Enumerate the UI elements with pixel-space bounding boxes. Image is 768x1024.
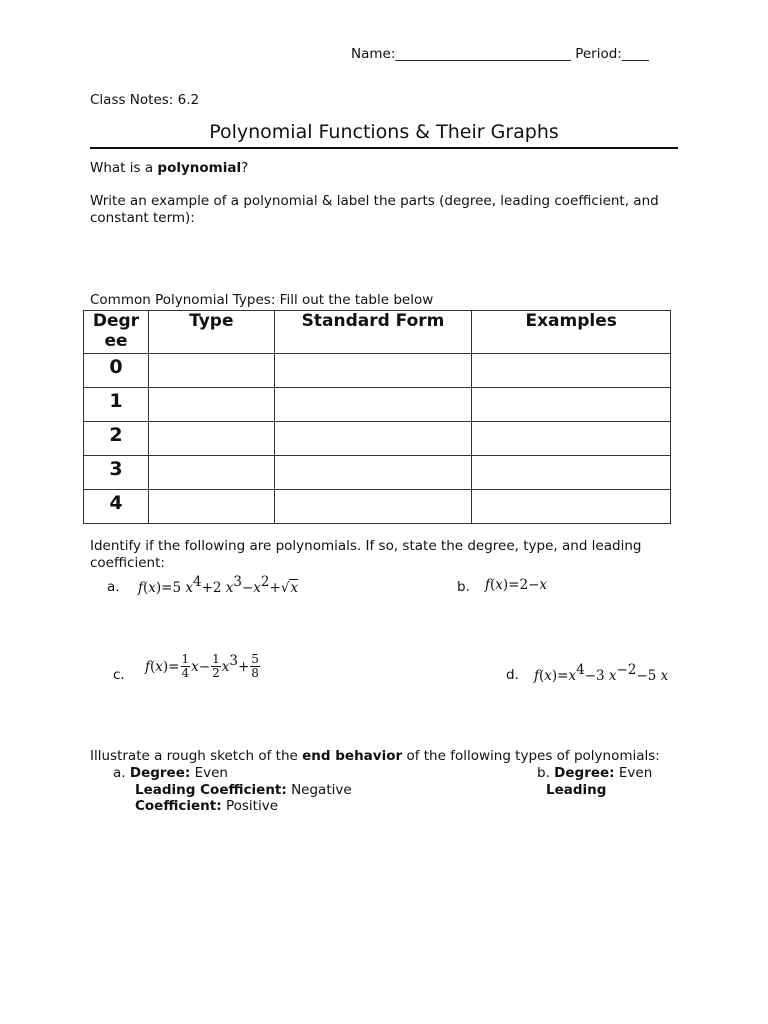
question-bold: polynomial <box>157 160 242 176</box>
question-example <box>90 193 659 227</box>
problem-d-label: d. <box>506 667 519 683</box>
identify-line2: coefficient: <box>90 555 165 571</box>
identify-instructions <box>90 538 641 572</box>
degree-cell: 1 <box>84 388 149 422</box>
degree-cell: 0 <box>84 354 149 388</box>
question-example-line2: constant term): <box>90 210 195 226</box>
table-caption: Common Polynomial Types: Fill out the table below <box>90 292 434 308</box>
question-polynomial <box>90 160 248 177</box>
header-standard-form: Standard Form <box>274 311 472 354</box>
class-notes-label: Class Notes: 6.2 <box>90 92 200 108</box>
question-suffix: ? <box>241 160 249 176</box>
sketch-text: Illustrate a rough sketch of the <box>90 748 303 764</box>
examples-cell[interactable] <box>472 490 671 524</box>
sketch-b-degree-line <box>537 765 757 782</box>
table-row <box>84 422 671 456</box>
standard-form-cell[interactable] <box>274 354 472 388</box>
name-field[interactable]: Name:__________________________ <box>351 46 571 62</box>
sketch-b-degree-label: Degree: <box>554 765 615 781</box>
header-degree: Degr ee <box>84 311 149 354</box>
question-text: What is a <box>90 160 158 176</box>
sketch-b-label: b. <box>537 765 550 781</box>
standard-form-cell[interactable] <box>274 490 472 524</box>
sketch-suffix: of the following types of polynomials: <box>402 748 660 764</box>
sketch-b-leading-line <box>537 782 757 799</box>
problem-b-equation: f(x)=2−x <box>485 577 548 593</box>
type-cell[interactable] <box>148 422 274 456</box>
polynomial-types-table <box>83 310 671 524</box>
sketch-a-degree-value: Even <box>194 765 228 781</box>
type-cell[interactable] <box>148 388 274 422</box>
sketch-item-a <box>113 765 413 799</box>
page-title: Polynomial Functions & Their Graphs <box>209 121 559 143</box>
table-row <box>84 490 671 524</box>
sketch-a-leading-value: Negative <box>291 782 352 798</box>
header-examples: Examples <box>472 311 671 354</box>
sketch-b-coefficient-label: Coefficient: <box>135 798 222 814</box>
problem-c-equation: f(x)= $\frac{1}{4}$ x− $\frac{1}{2}$ $x^3+$ $\frac{5}{8}$ <box>145 652 259 680</box>
sketch-b-degree-value: Even <box>618 765 653 781</box>
examples-cell[interactable] <box>472 422 671 456</box>
problem-c-label: c. <box>113 667 125 683</box>
type-cell[interactable] <box>148 490 274 524</box>
degree-cell: 2 <box>84 422 149 456</box>
examples-cell[interactable] <box>472 456 671 490</box>
header-name-period <box>351 46 649 63</box>
standard-form-cell[interactable] <box>274 422 472 456</box>
type-cell[interactable] <box>148 456 274 490</box>
examples-cell[interactable] <box>472 388 671 422</box>
table-header-row <box>84 311 671 354</box>
sketch-a-label: a. <box>113 765 126 781</box>
title-underline <box>90 147 678 149</box>
standard-form-cell[interactable] <box>274 456 472 490</box>
sketch-b-leading-word: Leading <box>546 782 607 798</box>
problem-a-label: a. <box>107 579 120 595</box>
sketch-a-degree-line <box>113 765 413 782</box>
problem-b-label: b. <box>457 579 470 595</box>
problem-a-equation: f(x)=5 $x^4+2$ $x^3-x^2+√x$ <box>138 574 299 596</box>
sketch-item-b <box>537 765 757 799</box>
sketch-a-degree-label: Degree: <box>129 765 191 781</box>
sketch-b-coefficient-line <box>135 798 278 815</box>
table-row <box>84 388 671 422</box>
table-row <box>84 456 671 490</box>
standard-form-cell[interactable] <box>274 388 472 422</box>
identify-line1: Identify if the following are polynomials. If so, state the degree, type, and leading <box>90 538 642 554</box>
degree-cell: 4 <box>84 490 149 524</box>
header-type: Type <box>148 311 274 354</box>
problem-d-equation: $f(x)=x^4-3$ $x^{-2}-5$ x <box>534 662 669 684</box>
sketch-b-coefficient-value: Positive <box>225 798 278 814</box>
question-example-line1: Write an example of a polynomial & label the parts (degree, leading coefficient, and <box>90 193 659 209</box>
period-field[interactable]: Period:____ <box>575 46 649 62</box>
sketch-instructions <box>90 748 660 765</box>
examples-cell[interactable] <box>472 354 671 388</box>
sketch-a-leading-label: Leading Coefficient: <box>135 782 287 798</box>
type-cell[interactable] <box>148 354 274 388</box>
sketch-a-leading-line <box>113 782 413 799</box>
degree-cell: 3 <box>84 456 149 490</box>
table-row <box>84 354 671 388</box>
sketch-bold: end behavior <box>302 748 403 764</box>
